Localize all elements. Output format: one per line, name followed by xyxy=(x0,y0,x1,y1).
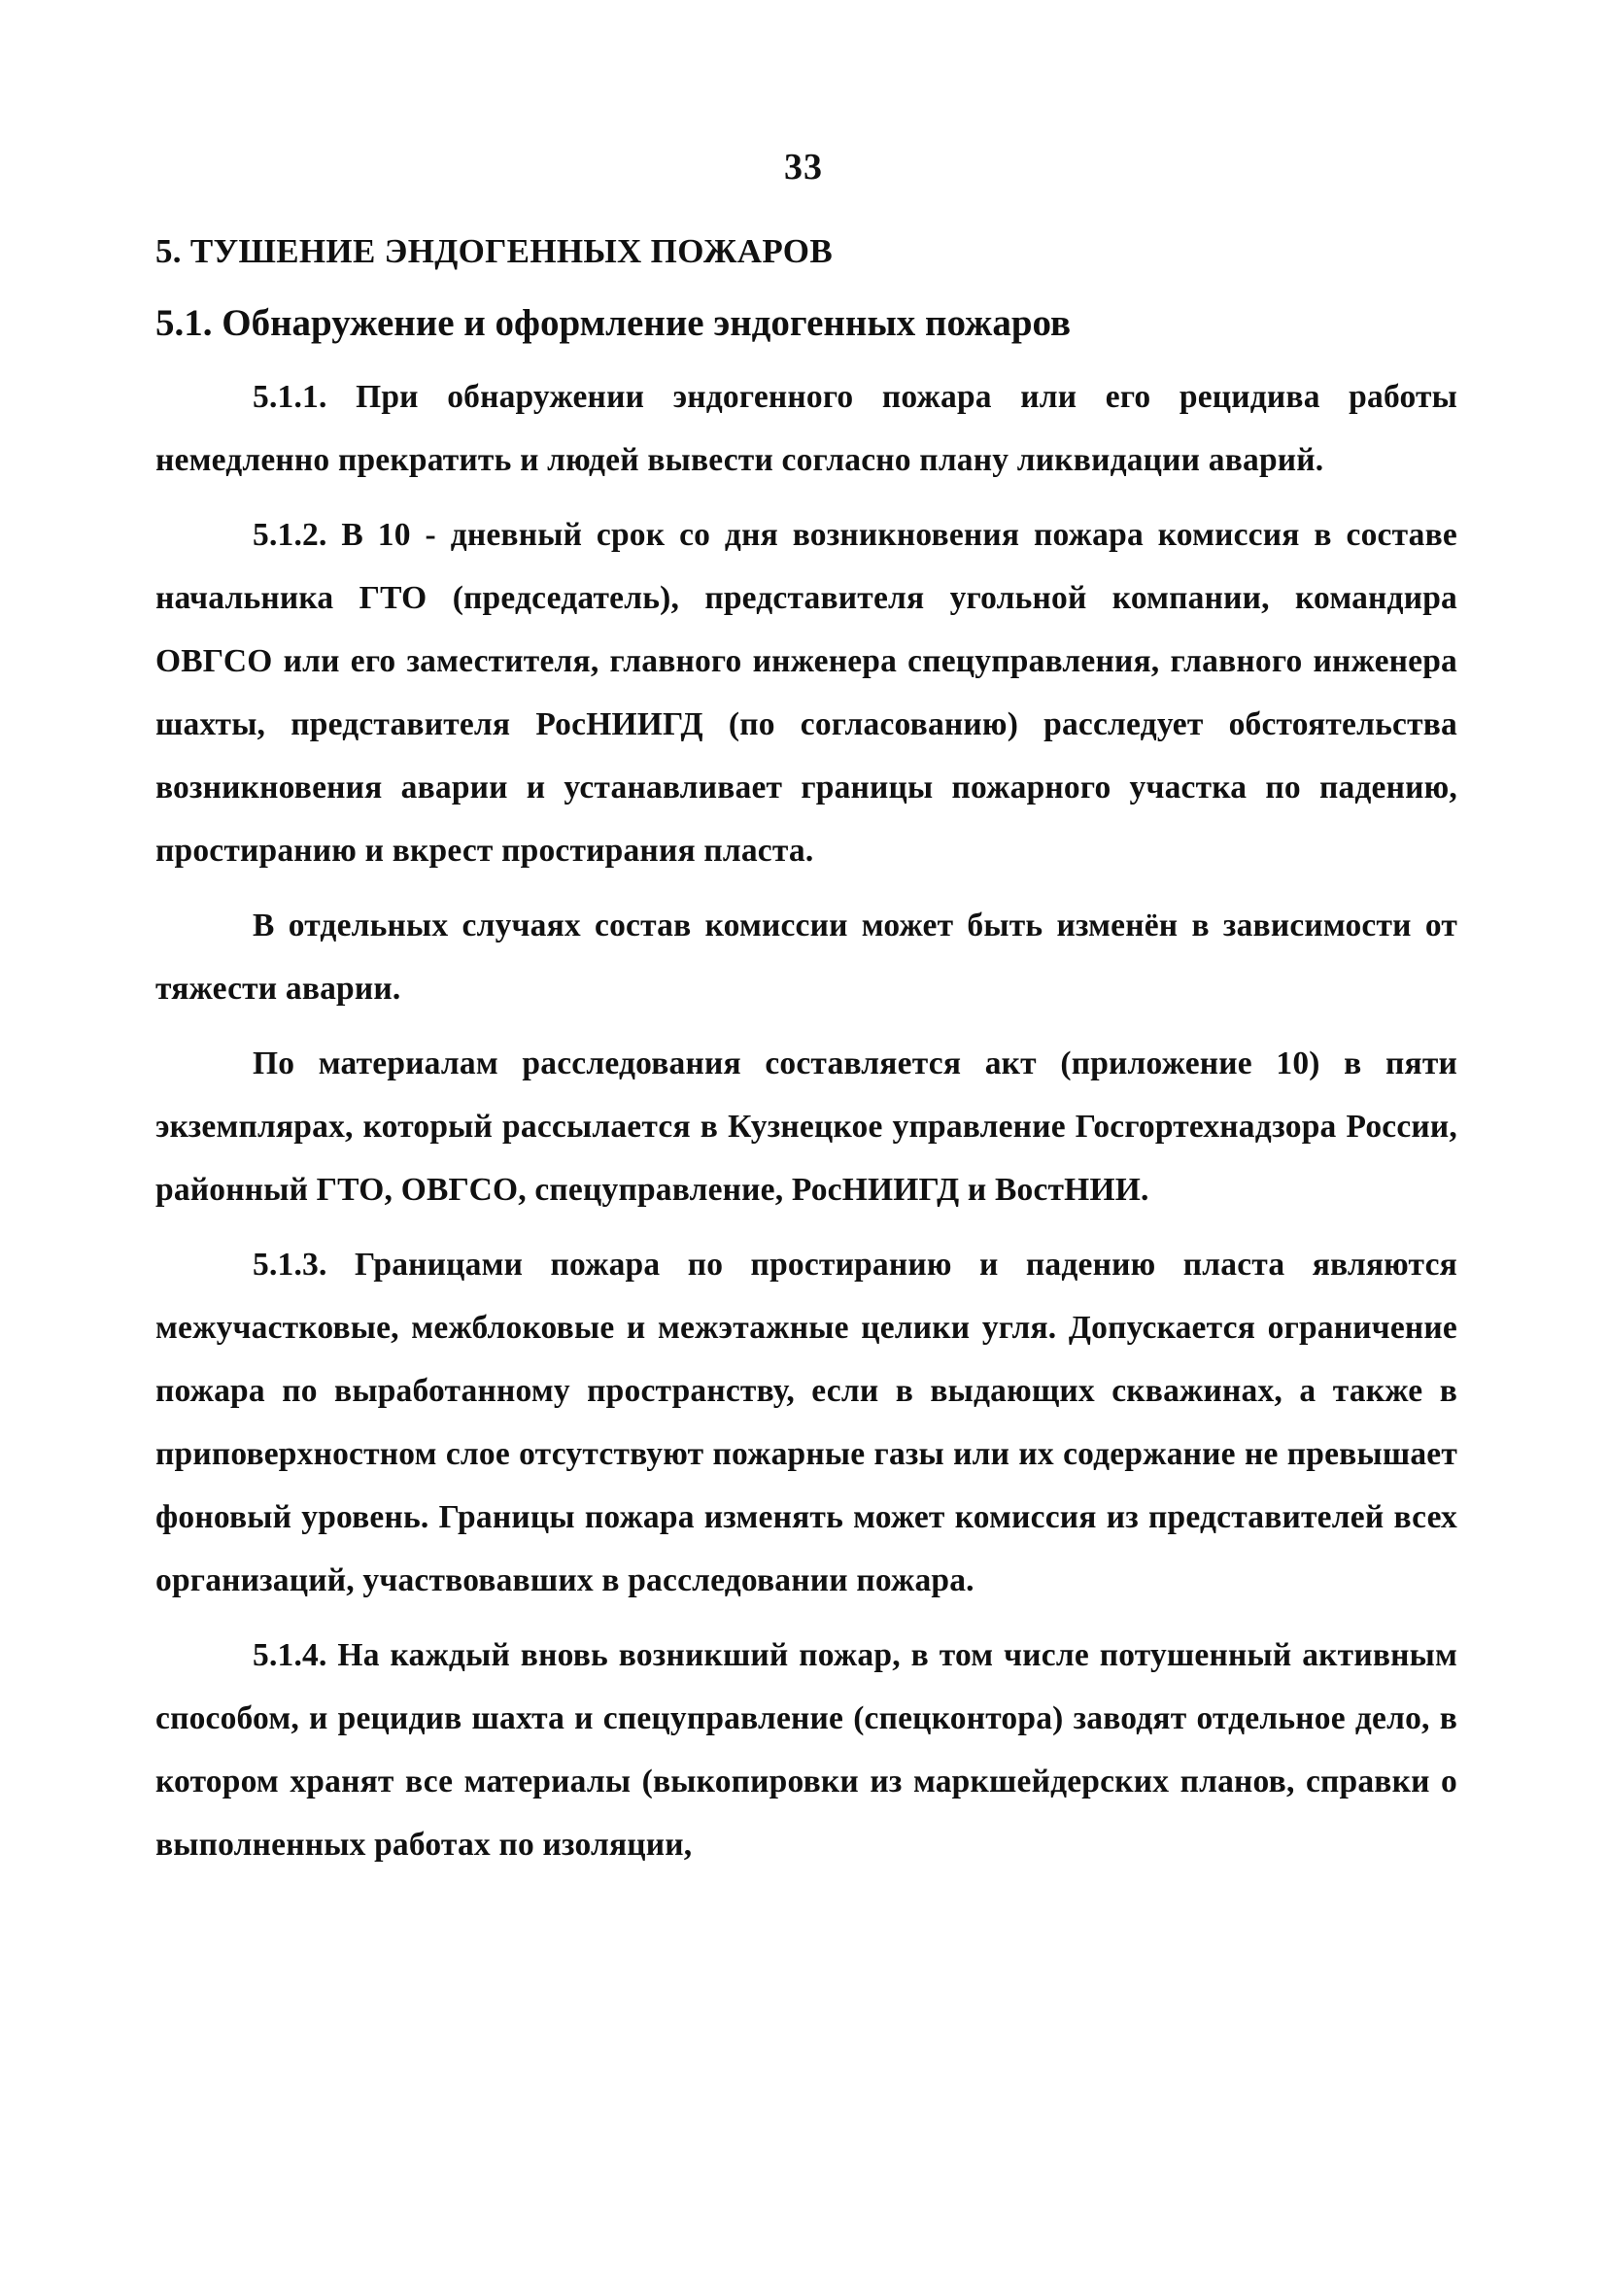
paragraph-investigation-act: По материалам расследования составляется акт (приложение 10) в пяти экземплярах, который рассылается в Кузнецкое управление Госгортехнадзора России, районный ГТО, ОВГСО, спецуправление, РосНИИГД и ВостНИИ. xyxy=(155,1045,1457,1208)
page-content xyxy=(155,225,1457,1876)
page-number: 33 xyxy=(784,147,823,188)
paragraph-5-1-1: 5.1.1. При обнаружении эндогенного пожара или его рецидива работы немедленно прекратить и людей вывести согласно плану ликвидации аварий. xyxy=(155,379,1457,478)
paragraph-5-1-4: 5.1.4. На каждый вновь возникший пожар, в том числе потушенный активным способом, и рецидив шахта и спецуправление (спецконтора) заводят отдельное дело, в котором хранят все материалы (выкопировки из маркшейдерских планов, справки о выполненных работах по изоляции, xyxy=(155,1637,1457,1863)
section-title: 5. ТУШЕНИЕ ЭНДОГЕННЫХ ПОЖАРОВ xyxy=(155,232,833,270)
paragraph-5-1-3: 5.1.3. Границами пожара по простиранию и падению пласта являются межучастковые, межблоковые и межэтажные целики угля. Допускается ограничение пожара по выработанному пространству, если в выдающих скважинах, а также в приповерхностном слое отсутствуют пожарные газы или их содержание не превышает фоновый уровень. Границы пожара изменять может комиссия из представителей всех организаций, участвовавших в расследовании пожара. xyxy=(155,1247,1457,1598)
paragraph-5-1-2: 5.1.2. В 10 - дневный срок со дня возникновения пожара комиссия в составе начальника ГТО (председатель), представителя угольной компании, командира ОВГСО или его заместителя, главного инженера спецуправления, главного инженера шахты, представителя РосНИИГД (по согласованию) расследует обстоятельства возникновения аварии и устанавливает границы пожарного участка по падению, простиранию и вкрест простирания пласта. xyxy=(155,517,1457,869)
paragraph-commission-composition: В отдельных случаях состав комиссии может быть изменён в зависимости от тяжести аварии. xyxy=(155,908,1457,1007)
subsection-title: 5.1. Обнаружение и оформление эндогенных пожаров xyxy=(155,302,1072,344)
